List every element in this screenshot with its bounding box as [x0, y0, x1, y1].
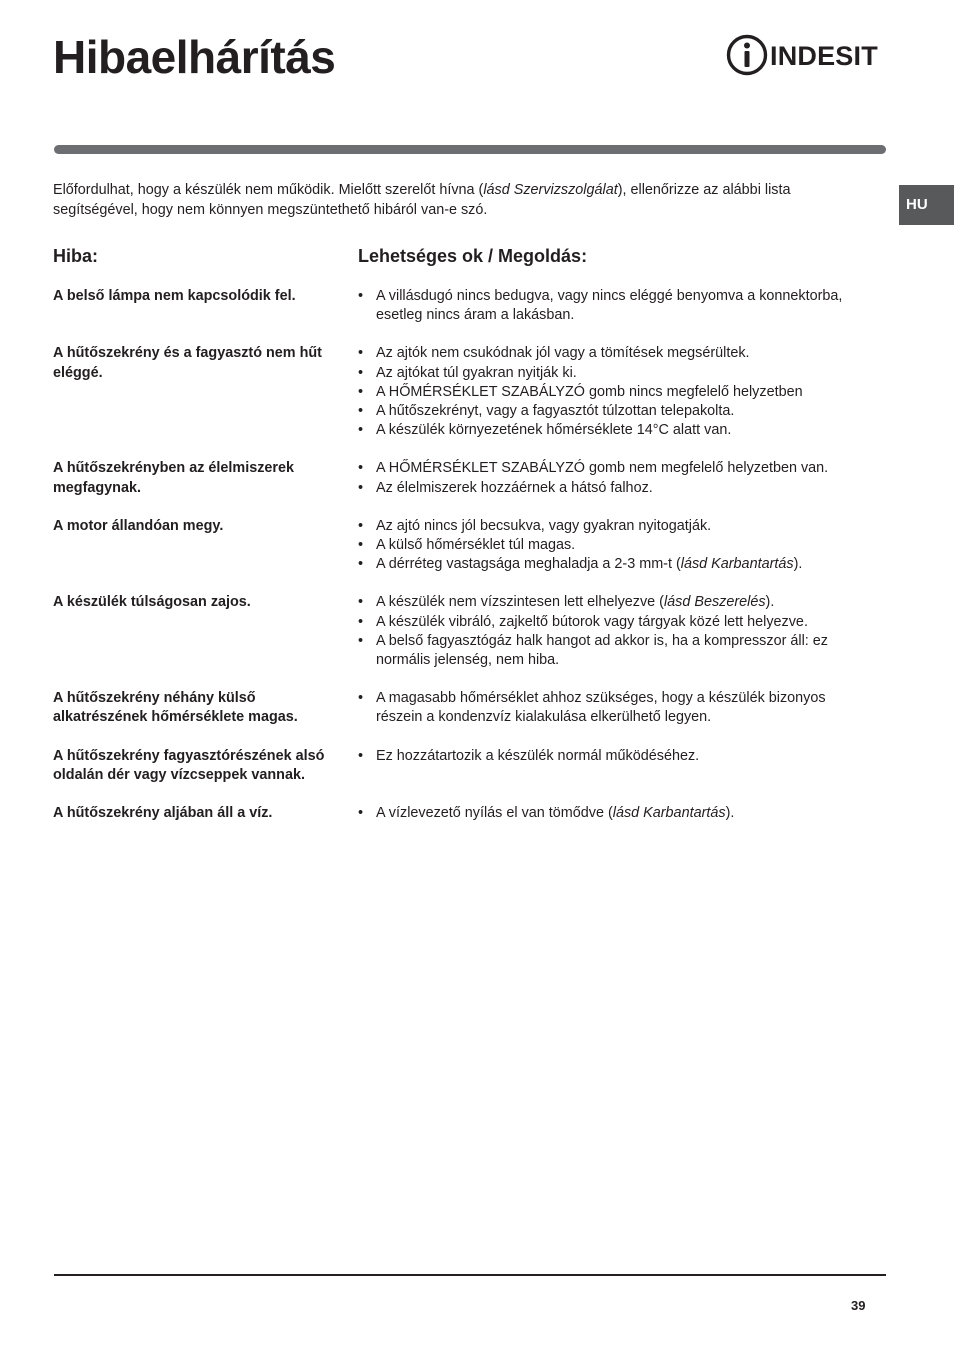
trouble-row [53, 804, 853, 823]
bullet-icon: • [358, 364, 364, 381]
bullet-icon: • [358, 517, 364, 534]
bullet-icon: • [358, 805, 364, 822]
cause-text: A készülék nem vízszintesen lett elhelyezve ( [376, 594, 664, 611]
cause-text: A készülék vibráló, zajkeltő bútorok vagy tárgyak közé lett helyezve. [376, 613, 808, 630]
bullet-icon: • [358, 460, 364, 477]
footer-divider [54, 1274, 886, 1276]
bullet-icon: • [358, 690, 364, 707]
intro-reference: lásd Szervizszolgálat [483, 182, 618, 198]
cause-item [358, 689, 853, 727]
cause-text: A hűtőszekrényt, vagy a fagyasztót túlzottan telepakolta. [376, 403, 735, 420]
intro-text-before: Előfordulhat, hogy a készülék nem működik. Mielőtt szerelőt hívna ( [53, 182, 484, 198]
cause-item [358, 421, 853, 440]
cause-list [358, 287, 853, 325]
page-title: Hibaelhárítás [53, 31, 336, 83]
cause-list [358, 747, 853, 785]
indesit-logo [726, 34, 886, 76]
header-divider-bar [54, 145, 886, 154]
cause-item [358, 479, 853, 498]
brand-wordmark: INDESIT [770, 41, 878, 71]
cause-text: A dérréteg vastagsága meghaladja a 2-3 mm-t ( [376, 556, 681, 573]
cause-text-after: ). [725, 805, 735, 822]
solution-column-heading: Lehetséges ok / Megoldás: [358, 246, 588, 266]
cause-item [358, 383, 853, 402]
cause-text: Az ajtókat túl gyakran nyitják ki. [376, 364, 577, 381]
problem-text: A hűtőszekrény aljában áll a víz. [53, 805, 273, 822]
bullet-icon: • [358, 383, 364, 400]
problem-text: A hűtőszekrény néhány külső alkatrészének hőmérséklete magas. [53, 690, 298, 726]
problem-text: A hűtőszekrényben az élelmiszerek megfagynak. [53, 460, 295, 496]
cause-reference: lásd Karbantartás [612, 805, 726, 822]
cause-item [358, 344, 853, 363]
bullet-icon: • [358, 422, 364, 439]
cause-text: A HŐMÉRSÉKLET SZABÁLYZÓ gomb nem megfelelő helyzetben van. [376, 460, 829, 477]
problem-text: A hűtőszekrény és a fagyasztó nem hűt eléggé. [53, 345, 322, 381]
cause-text: A vízlevezető nyílás el van tömődve ( [376, 805, 613, 822]
cause-item [358, 364, 853, 383]
problem-column-heading: Hiba: [53, 246, 98, 266]
trouble-row [53, 689, 853, 727]
trouble-row [53, 287, 853, 325]
bullet-icon: • [358, 632, 364, 649]
cause-list [358, 517, 853, 575]
problem-text: A belső lámpa nem kapcsolódik fel. [53, 288, 296, 304]
cause-text-after: ). [765, 594, 775, 611]
cause-item [358, 632, 853, 670]
bullet-icon: • [358, 345, 364, 362]
cause-text: Az ajtók nem csukódnak jól vagy a tömítések megsérültek. [376, 345, 750, 362]
intro-paragraph [53, 181, 853, 220]
cause-text: Az élelmiszerek hozzáérnek a hátsó falhoz. [376, 479, 653, 496]
cause-text: A magasabb hőmérséklet ahhoz szükséges, hogy a készülék bizonyos részein a kondenzvíz kialakulása elkerülhető legyen. [376, 690, 826, 726]
cause-item [358, 747, 853, 766]
cause-item [358, 402, 853, 421]
cause-text: A villásdugó nincs bedugva, vagy nincs eléggé benyomva a konnektorba, esetleg nincs áram a lakásban. [376, 288, 843, 324]
trouble-row [53, 344, 853, 440]
cause-text: Ez hozzátartozik a készülék normál működéséhez. [376, 747, 700, 764]
cause-item [358, 287, 853, 325]
problem-text: A készülék túlságosan zajos. [53, 594, 251, 611]
bullet-icon: • [358, 537, 364, 554]
bullet-icon: • [358, 556, 364, 573]
bullet-icon: • [358, 403, 364, 420]
trouble-row [53, 593, 853, 670]
trouble-row [53, 459, 853, 497]
cause-list [358, 344, 853, 440]
cause-reference: lásd Beszerelés [663, 594, 766, 611]
cause-text: A belső fagyasztógáz halk hangot ad akkor is, ha a kompresszor áll: ez normális jelenség, nem hiba. [376, 632, 828, 669]
trouble-row [53, 747, 853, 785]
cause-text: A HŐMÉRSÉKLET SZABÁLYZÓ gomb nincs megfelelő helyzetben [376, 383, 803, 400]
intro-text-after: ), ellenőrizze az alábbi lista segítségével, hogy nem könnyen megszüntethető hibáról van-e szó. [53, 182, 791, 218]
cause-text-after: ). [793, 556, 803, 573]
trouble-row [53, 517, 853, 575]
cause-item [358, 613, 853, 632]
cause-item [358, 555, 853, 574]
cause-text: A külső hőmérséklet túl magas. [376, 537, 576, 554]
cause-list [358, 804, 853, 823]
bullet-icon: • [358, 594, 364, 611]
page-number: 39 [851, 1298, 866, 1313]
bullet-icon: • [358, 747, 364, 764]
troubleshooting-table [53, 287, 853, 823]
problem-text: A motor állandóan megy. [53, 517, 224, 534]
cause-text: Az ajtó nincs jól becsukva, vagy gyakran nyitogatják. [376, 517, 712, 534]
bullet-icon: • [358, 479, 364, 496]
cause-item [358, 459, 853, 478]
cause-text: A készülék környezetének hőmérséklete 14°C alatt van. [376, 422, 732, 439]
cause-item [358, 593, 853, 612]
bullet-icon: • [358, 288, 364, 304]
language-tab: HU [899, 185, 954, 225]
cause-list [358, 593, 853, 670]
cause-reference: lásd Karbantartás [680, 556, 794, 573]
cause-item [358, 804, 853, 823]
bullet-icon: • [358, 613, 364, 630]
cause-list [358, 689, 853, 727]
problem-text: A hűtőszekrény fagyasztórészének alsó oldalán dér vagy vízcseppek vannak. [53, 747, 325, 783]
cause-item [358, 536, 853, 555]
cause-item [358, 517, 853, 536]
cause-list [358, 459, 853, 497]
